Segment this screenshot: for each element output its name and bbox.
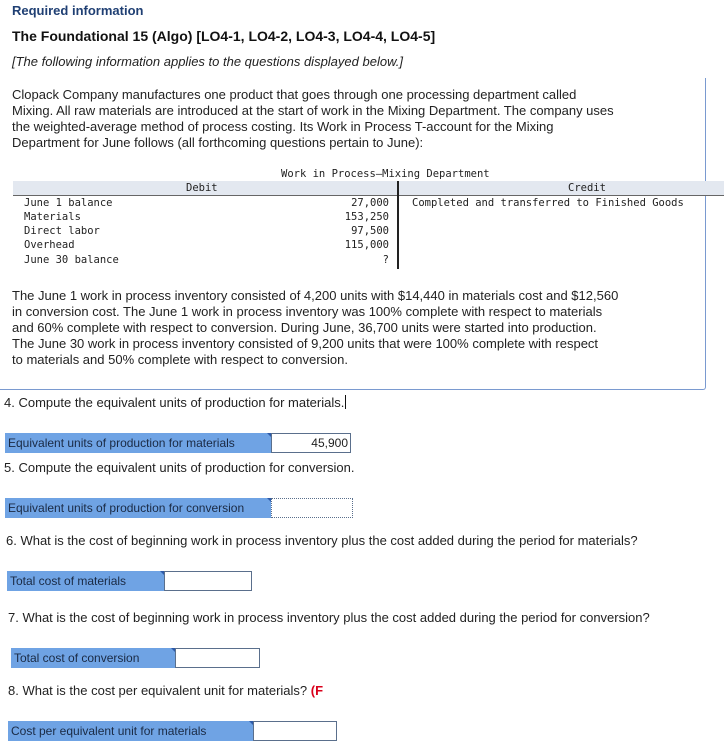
equivalent-units-conversion-input[interactable] bbox=[271, 498, 353, 518]
t-account-credit-header: Credit bbox=[568, 182, 606, 194]
question-8: 8. What is the cost per equivalent unit for materials? (F bbox=[8, 683, 324, 698]
t-account-debit-header: Debit bbox=[186, 182, 218, 194]
t-row-value-overhead: 115,000 bbox=[344, 239, 389, 251]
answer-row-q8 bbox=[8, 721, 337, 741]
t-row-value-materials: 153,250 bbox=[344, 211, 389, 223]
t-row-label-materials: Materials bbox=[24, 211, 81, 223]
cost-per-equivalent-unit-materials-input[interactable] bbox=[253, 721, 337, 741]
details-line-1: The June 1 work in process inventory consisted of 4,200 units with $14,440 in materials cost and $12,560 bbox=[12, 288, 619, 303]
question-7: 7. What is the cost of beginning work in process inventory plus the cost added during the period for conversion? bbox=[8, 610, 650, 625]
answer-row-q5 bbox=[5, 498, 353, 518]
t-account-divider bbox=[13, 195, 724, 196]
details-line-3: and 60% complete with respect to conversion. During June, 36,700 units were started into production. bbox=[12, 320, 597, 335]
intro-line-4: Department for June follows (all forthcoming questions pertain to June): bbox=[12, 135, 424, 150]
details-line-2: in conversion cost. The June 1 work in process inventory was 100% complete with respect to materials bbox=[12, 304, 603, 319]
t-row-label-june30: June 30 balance bbox=[24, 254, 119, 266]
answer-row-q6 bbox=[7, 571, 252, 591]
t-credit-entry: Completed and transferred to Finished Goods bbox=[412, 197, 684, 209]
details-line-4: The June 30 work in process inventory consisted of 9,200 units that were 100% complete with respect bbox=[12, 336, 599, 351]
question-4: 4. Compute the equivalent units of production for materials. bbox=[4, 395, 345, 410]
intro-line-3: the weighted-average method of process costing. Its Work in Process T-account for the Mixing bbox=[12, 119, 554, 134]
t-account-header-bar bbox=[13, 181, 724, 195]
t-row-value-june1: 27,000 bbox=[351, 197, 389, 209]
intro-line-2: Mixing. All raw materials are introduced at the start of work in the Mixing Department. The company uses bbox=[12, 103, 614, 118]
details-line-5: to materials and 50% complete with respect to conversion. bbox=[12, 352, 349, 367]
t-account-title: Work in Process—Mixing Department bbox=[281, 168, 490, 180]
required-information-heading: Required information bbox=[12, 3, 144, 18]
answer-label-q6: Total cost of materials bbox=[7, 571, 164, 591]
rounding-hint: (F bbox=[310, 683, 324, 698]
intro-line-1: Clopack Company manufactures one product that goes through one processing department called bbox=[12, 87, 577, 102]
t-row-label-overhead: Overhead bbox=[24, 239, 75, 251]
equivalent-units-materials-input[interactable] bbox=[271, 433, 351, 453]
t-row-label-direct-labor: Direct labor bbox=[24, 225, 100, 237]
total-cost-conversion-input[interactable] bbox=[175, 648, 260, 668]
applies-note: [The following information applies to the questions displayed below.] bbox=[12, 54, 403, 69]
question-6: 6. What is the cost of beginning work in process inventory plus the cost added during the period for materials? bbox=[6, 533, 638, 548]
answer-label-q4: Equivalent units of production for materials bbox=[5, 433, 271, 453]
t-row-value-june30: ? bbox=[382, 254, 389, 266]
t-row-label-june1: June 1 balance bbox=[24, 197, 113, 209]
text-cursor bbox=[345, 395, 346, 409]
total-cost-materials-input[interactable] bbox=[164, 571, 252, 591]
question-5: 5. Compute the equivalent units of production for conversion. bbox=[4, 460, 355, 475]
t-account-center-line bbox=[397, 181, 399, 269]
answer-row-q7 bbox=[11, 648, 260, 668]
t-row-value-direct-labor: 97,500 bbox=[351, 225, 389, 237]
problem-title: The Foundational 15 (Algo) [LO4-1, LO4-2, LO4-3, LO4-4, LO4-5] bbox=[12, 28, 436, 44]
answer-label-q5: Equivalent units of production for conversion bbox=[5, 498, 271, 518]
answer-label-q7: Total cost of conversion bbox=[11, 648, 175, 668]
answer-row-q4 bbox=[5, 433, 351, 453]
answer-label-q8: Cost per equivalent unit for materials bbox=[8, 721, 253, 741]
